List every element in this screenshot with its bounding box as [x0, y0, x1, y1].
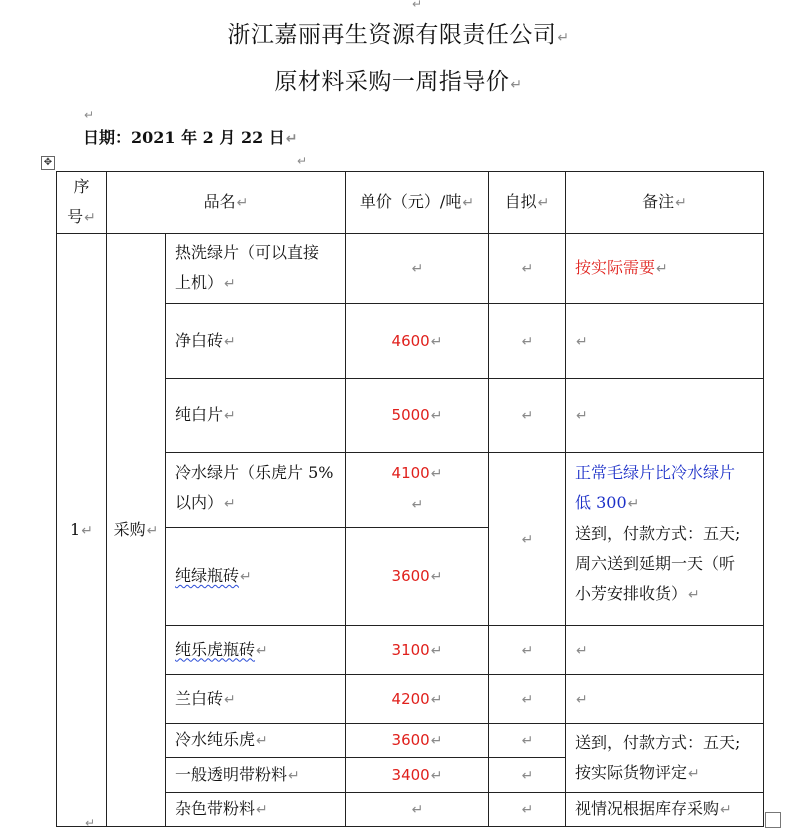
self-cell [489, 304, 566, 379]
paragraph-mark: ↵ [521, 408, 534, 424]
paragraph-mark: ↵ [146, 522, 159, 539]
paragraph-mark: ↵ [430, 691, 443, 708]
note-cell [566, 304, 764, 379]
price-cell: 4100↵ ↵ [346, 453, 489, 528]
paragraph-mark: ↵ [688, 765, 700, 782]
paragraph-mark: ↵ [85, 816, 96, 830]
paragraph-mark: ↵ [510, 77, 523, 93]
self-cell [489, 379, 566, 453]
paragraph-mark: ↵ [521, 642, 534, 659]
self-cell [489, 675, 566, 724]
paragraph-mark: ↵ [297, 154, 308, 168]
self-cell [489, 453, 566, 626]
paragraph-mark: ↵ [430, 466, 443, 482]
paragraph-mark: ↵ [430, 333, 443, 350]
note-cell: 按实际需要↵ [566, 234, 764, 304]
paragraph-mark: ↵ [521, 733, 534, 749]
paragraph-mark: ↵ [256, 733, 268, 749]
self-cell [489, 234, 566, 304]
paragraph-mark: ↵ [84, 210, 96, 226]
price-cell: 5000↵ [346, 379, 489, 453]
table-header-row [57, 172, 764, 234]
name-cell: 兰白砖↵ [166, 675, 346, 724]
paragraph-mark: ↵ [236, 195, 249, 211]
paragraph-mark: ↵ [576, 691, 588, 708]
self-cell [489, 793, 566, 827]
company-title: 浙江嘉丽再生资源有限责任公司↵ [227, 22, 570, 48]
paragraph-mark: ↵ [285, 131, 298, 147]
note-cell [566, 675, 764, 724]
price-cell [346, 234, 489, 304]
paragraph-mark: ↵ [224, 496, 236, 512]
paragraph-mark: ↵ [430, 642, 443, 659]
header-name: 品名↵ [107, 172, 346, 234]
paragraph-mark: ↵ [430, 569, 443, 585]
paragraph-mark: ↵ [288, 767, 300, 784]
paragraph-mark: ↵ [675, 195, 687, 211]
paragraph-mark: ↵ [576, 333, 588, 350]
note-cell [566, 626, 764, 675]
header-note: 备注↵ [566, 172, 764, 234]
header-self: 自拟↵ [489, 172, 566, 234]
paragraph-mark: ↵ [411, 497, 424, 513]
price-cell: 3600↵ [346, 724, 489, 758]
table-move-handle-icon[interactable]: ✥ [41, 156, 55, 170]
name-cell: 杂色带粉料↵ [166, 793, 346, 827]
paragraph-mark: ↵ [240, 569, 252, 585]
paragraph-mark: ↵ [627, 496, 640, 512]
paragraph-mark: ↵ [521, 261, 534, 277]
paragraph-mark: ↵ [224, 408, 236, 424]
seq-cell: 1↵ [57, 234, 107, 827]
price-table [56, 171, 764, 827]
name-cell: 冷水纯乐虎↵ [166, 724, 346, 758]
document-subtitle: 原材料采购一周指导价↵ [274, 69, 523, 95]
paragraph-mark: ↵ [576, 408, 588, 424]
paragraph-mark: ↵ [256, 802, 268, 818]
self-cell [489, 724, 566, 758]
price-cell: 4600↵ [346, 304, 489, 379]
name-cell: 冷水绿片（乐虎片 5% 以内）↵ [166, 453, 346, 528]
paragraph-mark: ↵ [224, 691, 236, 708]
paragraph-mark: ↵ [521, 691, 534, 708]
note-cell-merged: 送到，付款方式：五天; 按实际货物评定↵ [566, 724, 764, 793]
paragraph-mark: ↵ [256, 642, 268, 659]
table-resize-handle[interactable] [765, 812, 781, 828]
price-cell: 3600↵ [346, 528, 489, 626]
price-cell [346, 793, 489, 827]
paragraph-mark: ↵ [462, 195, 475, 211]
name-cell: 纯乐虎瓶砖↵ [166, 626, 346, 675]
name-cell: 纯绿瓶砖↵ [166, 528, 346, 626]
paragraph-mark: ↵ [430, 733, 443, 749]
paragraph-mark: ↵ [521, 531, 534, 548]
name-cell: 纯白片↵ [166, 379, 346, 453]
note-cell: 视情况根据库存采购↵ [566, 793, 764, 827]
paragraph-mark: ↵ [688, 587, 700, 603]
paragraph-mark: ↵ [412, 0, 423, 11]
self-cell [489, 626, 566, 675]
price-cell: 3400↵ [346, 758, 489, 793]
paragraph-mark: ↵ [537, 195, 550, 211]
price-cell: 4200↵ [346, 675, 489, 724]
self-cell [489, 758, 566, 793]
header-seq: 序 号↵ [57, 172, 107, 234]
paragraph-mark: ↵ [557, 30, 570, 46]
table-row [57, 234, 764, 304]
paragraph-mark: ↵ [576, 642, 588, 659]
name-cell: 净白砖↵ [166, 304, 346, 379]
paragraph-mark: ↵ [521, 767, 534, 784]
paragraph-mark: ↵ [81, 522, 93, 539]
paragraph-mark: ↵ [411, 802, 424, 818]
paragraph-mark: ↵ [84, 108, 95, 122]
paragraph-mark: ↵ [656, 261, 668, 277]
paragraph-mark: ↵ [430, 408, 443, 424]
paragraph-mark: ↵ [430, 767, 443, 784]
header-price: 单价（元）/吨↵ [346, 172, 489, 234]
name-cell: 一般透明带粉料↵ [166, 758, 346, 793]
note-cell [566, 379, 764, 453]
price-cell: 3100↵ [346, 626, 489, 675]
note-cell-merged: 正常毛绿片比冷水绿片 低 300↵ 送到，付款方式：五天; 周六送到延期一天（听 小芳安排收货）↵ [566, 453, 764, 626]
paragraph-mark: ↵ [521, 333, 534, 350]
paragraph-mark: ↵ [224, 333, 236, 350]
paragraph-mark: ↵ [411, 261, 424, 277]
date-line: 日期：2021 年 2 月 22 日↵ [83, 128, 298, 147]
paragraph-mark: ↵ [720, 802, 732, 818]
category-cell: 采购↵ [107, 234, 166, 827]
paragraph-mark: ↵ [521, 802, 534, 818]
name-cell: 热洗绿片（可以直接 上机）↵ [166, 234, 346, 304]
paragraph-mark: ↵ [224, 276, 236, 292]
